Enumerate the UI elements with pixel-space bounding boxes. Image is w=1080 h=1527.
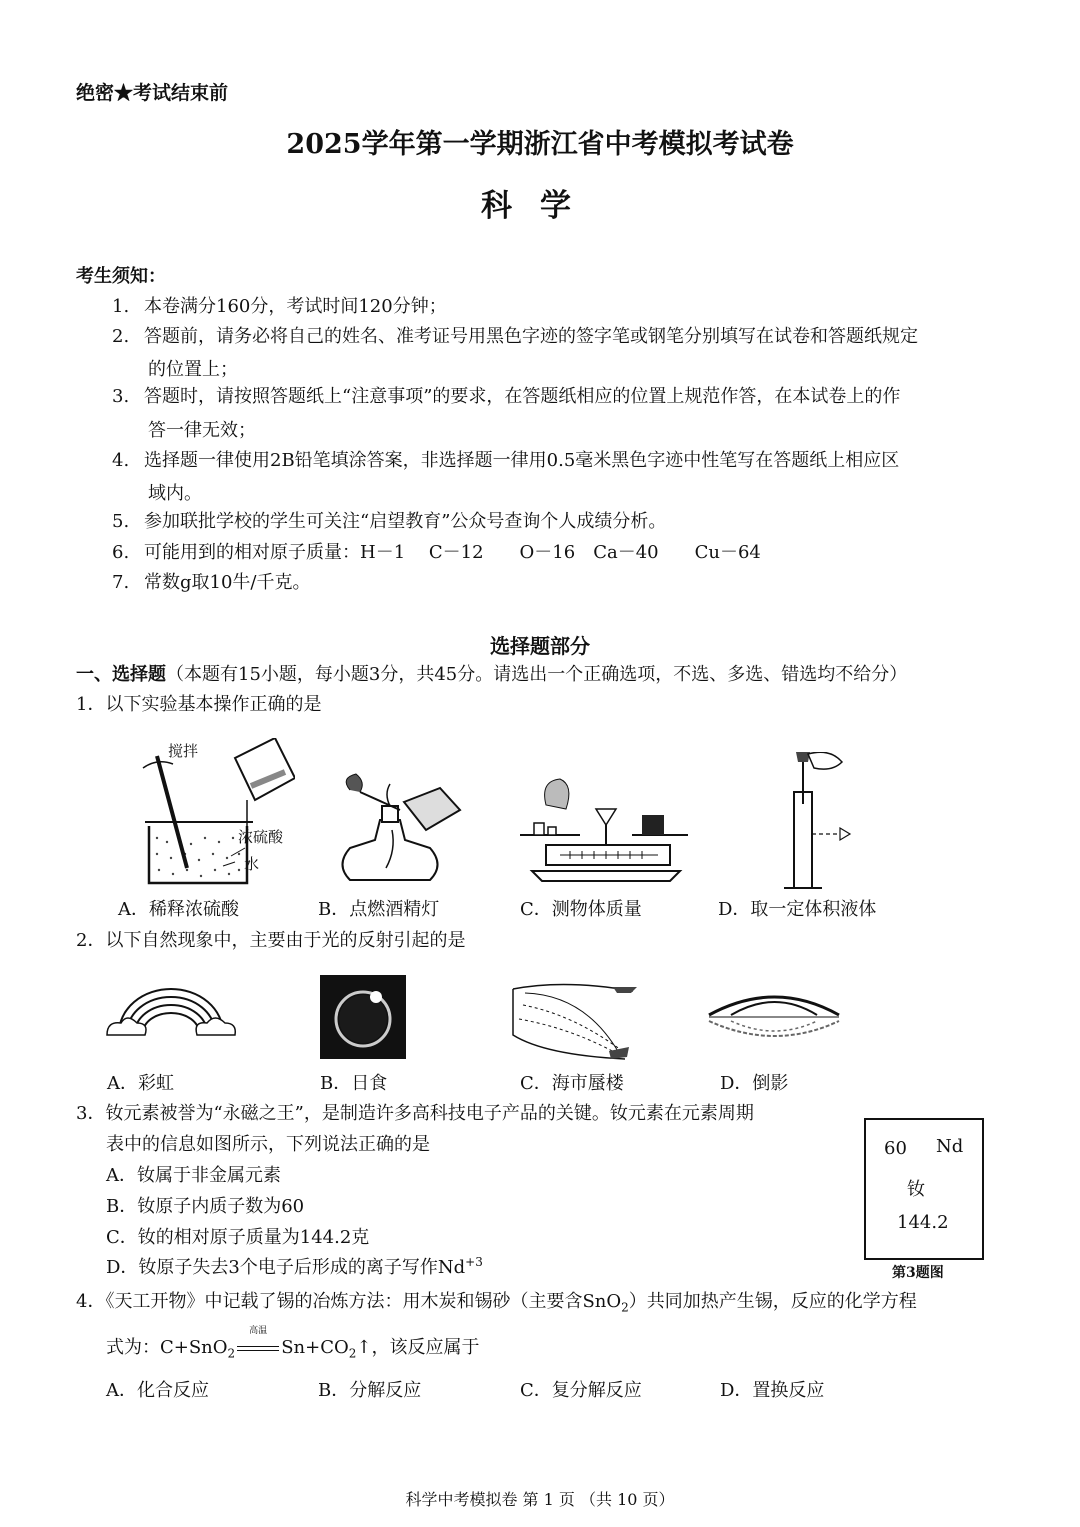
notice-text: 参加联批学校的学生可关注“启望教育”公众号查询个人成绩分析。: [144, 511, 667, 532]
q1-option-d: D．取一定体积液体: [718, 899, 877, 920]
confidential-mark: 绝密★考试结束前: [76, 82, 229, 104]
element-mass: 144.2: [897, 1212, 949, 1233]
q4-eq-sub2: 2: [348, 1346, 357, 1361]
q4-stem-a: 4．《天工开物》中记载了锡的冶炼方法：用木炭和锡砂（主要含SnO: [76, 1291, 622, 1312]
q2-figure-rainbow: [105, 985, 237, 1045]
q4-option-c: C．复分解反应: [520, 1380, 642, 1401]
q4-eq-prefix: 式为：C+SnO: [106, 1337, 228, 1358]
q4-stem-line1: [76, 1287, 917, 1315]
q1-figure-d: [770, 752, 880, 892]
q3-stem-line2: 表中的信息如图所示，下列说法正确的是: [106, 1134, 430, 1155]
q4-stem-b: ）共同加热产生锡，反应的化学方程: [628, 1291, 917, 1312]
exam-title: 2025学年第一学期浙江省中考模拟考试卷: [286, 129, 794, 160]
q2-option-a: A．彩虹: [107, 1073, 174, 1094]
q4-eq-bar: [237, 1346, 279, 1351]
q2-option-d: D．倒影: [720, 1073, 789, 1094]
q4-equation: [106, 1326, 480, 1361]
q1-figure-b: [330, 770, 470, 890]
element-name: 钕: [907, 1179, 925, 1200]
q4-eq-condition: 高温: [249, 1326, 268, 1336]
q1-stem: 1．以下实验基本操作正确的是: [76, 694, 322, 715]
q1-option-b: B．点燃酒精灯: [318, 899, 440, 920]
q4-option-b: B．分解反应: [318, 1380, 422, 1401]
q2-figure-mirage: [505, 975, 640, 1063]
notice-num: 7.: [112, 572, 130, 593]
notice-item-5: [112, 507, 666, 537]
part-description: （本题有15小题，每小题3分，共45分。请选出一个正确选项，不选、多选、错选均不给分）: [166, 664, 908, 685]
notice-text: 答题前，请务必将自己的姓名、准考证号用黑色字迹的签字笔或钢笔分别填写在试卷和答题纸规定: [144, 326, 918, 347]
notice-num: 1.: [112, 296, 130, 317]
q2-option-c: C．海市蜃楼: [520, 1073, 624, 1094]
q1-label-water: 水: [244, 855, 260, 873]
notice-text: 常数g取10牛/千克。: [144, 572, 311, 593]
q2-figure-reflection: [705, 985, 843, 1055]
notice-item-4: [112, 446, 899, 476]
subject-title: 科学: [481, 188, 599, 224]
element-number: 60: [884, 1138, 907, 1159]
q1-option-c: C．测物体质量: [520, 899, 642, 920]
q1-option-a: A．稀释浓硫酸: [118, 899, 239, 920]
notice-num: 6.: [112, 542, 130, 563]
notice-num: 4.: [112, 450, 130, 471]
notice-text: 答题时，请按照答题纸上“注意事项”的要求，在答题纸相应的位置上规范作答，在本试卷上的作: [144, 386, 901, 407]
notice-item-1: [112, 292, 447, 322]
q3-option-a: A．钕属于非金属元素: [106, 1165, 281, 1186]
q2-figure-eclipse: [320, 975, 406, 1059]
q1-figure-a: [135, 738, 295, 888]
notice-item-7: [112, 568, 311, 598]
q3-option-d-text: D．钕原子失去3个电子后形成的离子写作Nd: [106, 1257, 466, 1278]
q3-stem-line1: 3．钕元素被誉为“永磁之王”，是制造许多高科技电子产品的关键。钕元素在元素周期: [76, 1103, 754, 1124]
q3-option-c: C．钕的相对原子质量为144.2克: [106, 1227, 370, 1248]
q3-option-b: B．钕原子内质子数为60: [106, 1196, 305, 1217]
q4-eq-sub1: 2: [227, 1346, 236, 1361]
element-symbol: Nd: [936, 1136, 964, 1157]
q4-option-d: D．置换反应: [720, 1380, 825, 1401]
q1-label-stir: 搅拌: [168, 742, 199, 760]
notice-text: 选择题一律使用2B铅笔填涂答案，非选择题一律用0.5毫米黑色字迹中性笔写在答题纸上相应区: [144, 450, 900, 471]
q3-option-d: [106, 1253, 483, 1279]
q4-eq-product: Sn+CO: [281, 1337, 349, 1358]
notice-item-3: [112, 382, 900, 412]
q3-figure-caption: 第3题图: [892, 1265, 944, 1281]
notice-item-3-cont: 答一律无效；: [148, 420, 256, 441]
q3-ion-charge: +3: [465, 1255, 483, 1269]
notice-text: 可能用到的相对原子质量：H－1 C－12 O－16 Ca－40 Cu－64: [144, 542, 761, 563]
q2-option-b: B．日食: [320, 1073, 388, 1094]
part-heading-label: 一、选择题: [76, 664, 166, 685]
notice-num: 2.: [112, 326, 130, 347]
notice-item-2-cont: 的位置上；: [148, 359, 238, 380]
q4-stem-sub: 2: [621, 1300, 629, 1315]
notice-text: 本卷满分160分，考试时间120分钟；: [144, 296, 447, 317]
notice-num: 5.: [112, 511, 130, 532]
notice-item-6: [112, 538, 761, 568]
part-heading: [76, 660, 907, 686]
section-title: 选择题部分: [490, 634, 590, 658]
q4-eq-arrow: [237, 1326, 279, 1358]
q1-figure-c: [520, 775, 690, 885]
notice-item-2: [112, 322, 918, 352]
q1-label-acid: 浓硫酸: [238, 828, 284, 846]
q2-stem: 2．以下自然现象中，主要由于光的反射引起的是: [76, 930, 466, 951]
q4-option-a: A．化合反应: [106, 1380, 209, 1401]
page-footer: 科学中考模拟卷 第 1 页 （共 10 页）: [405, 1490, 675, 1509]
notice-num: 3.: [112, 386, 130, 407]
notice-item-4-cont: 域内。: [148, 483, 202, 504]
notice-heading: 考生须知：: [76, 266, 166, 287]
q4-eq-suffix: ↑，该反应属于: [356, 1337, 480, 1358]
